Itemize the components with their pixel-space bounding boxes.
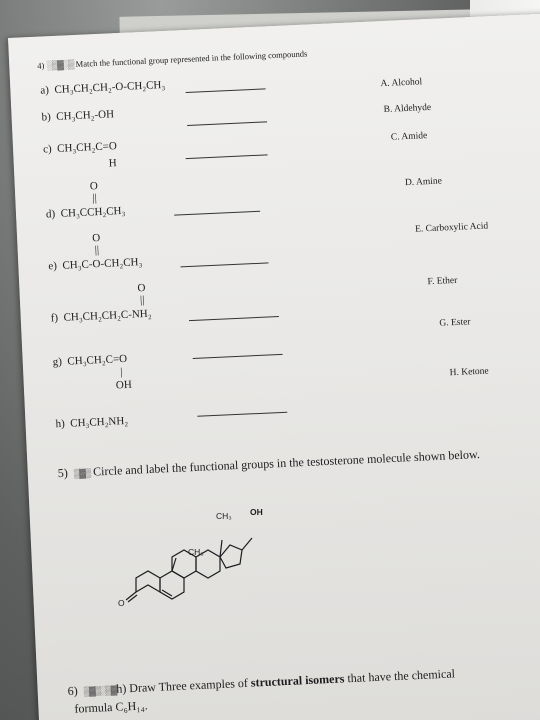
item-e-double-bond: || [94, 244, 100, 257]
answer-blank-f[interactable] [189, 316, 279, 321]
structural-isomers-term: structural isomers [250, 671, 345, 690]
item-g-oh: OH [115, 378, 133, 392]
answer-blank-c[interactable] [186, 154, 268, 159]
testosterone-structure [118, 500, 298, 610]
hydroxyl-label: OH [250, 507, 263, 517]
answer-blank-g[interactable] [193, 354, 283, 359]
option-a: A. Alcohol [380, 77, 423, 90]
item-d-double-bond: || [92, 192, 98, 205]
ketone-oxygen-label: O [118, 598, 125, 608]
item-d: d) CH₃CCH₂CH₃ [45, 204, 126, 221]
item-c-sub-h: H [108, 157, 118, 170]
item-b: b) CH₃CH₂-OH [41, 108, 115, 124]
option-b: B. Aldehyde [383, 102, 432, 116]
item-d-oxygen: O [89, 180, 99, 193]
question-6-formula: formula C₆H₁₄. [74, 698, 148, 716]
item-f: f) CH₃CH₂CH₂C-NH₂ [50, 307, 152, 325]
question-4-header: 4) ░▒▓░▒ Match the functional group represented in the following compounds [37, 48, 308, 71]
worksheet-page [8, 13, 540, 720]
question-5: 5) ▒▓▒ Circle and label the functional groups in the testosterone molecule shown below. [57, 447, 481, 481]
methyl-label-left: CH₃ [188, 547, 204, 557]
methyl-label-top: CH₃ [216, 511, 232, 521]
option-d: D. Amine [404, 176, 443, 189]
item-f-oxygen: O [137, 282, 146, 295]
scribbled-points: ░▒▓░▒ [46, 59, 74, 71]
item-c: c) CH₃CH₂C=O [42, 140, 118, 156]
item-a: a) CH₃CH₂CH₂-O-CH₂CH₃ [40, 78, 166, 97]
answer-blank-b[interactable] [187, 121, 267, 126]
answer-blank-d[interactable] [174, 211, 260, 216]
option-e: E. Carboxylic Acid [414, 221, 489, 235]
item-g: g) CH₃CH₂C=O [52, 352, 128, 369]
option-c: C. Amide [390, 131, 428, 143]
scribbled-points: ▒▓▒░▒▓ [83, 684, 117, 697]
item-f-double-bond: || [139, 294, 145, 307]
answer-blank-h[interactable] [197, 412, 287, 417]
option-f: F. Ether [427, 275, 458, 288]
question-6: 6) ▒▓▒░▒▓h) Draw Three examples of structural isomers that have the chemical [67, 666, 456, 698]
option-g: G. Ester [439, 317, 471, 329]
answer-blank-e[interactable] [181, 262, 269, 267]
item-g-single-bond: | [120, 366, 123, 379]
scribbled-points: ▒▓▒ [73, 467, 91, 479]
item-h: h) CH₃CH₂NH₂ [55, 414, 129, 431]
option-h: H. Ketone [449, 366, 489, 379]
item-e: e) CH₃C-O-CH₂CH₃ [48, 256, 143, 273]
answer-blank-a[interactable] [186, 88, 266, 93]
item-e-oxygen: O [91, 232, 101, 245]
